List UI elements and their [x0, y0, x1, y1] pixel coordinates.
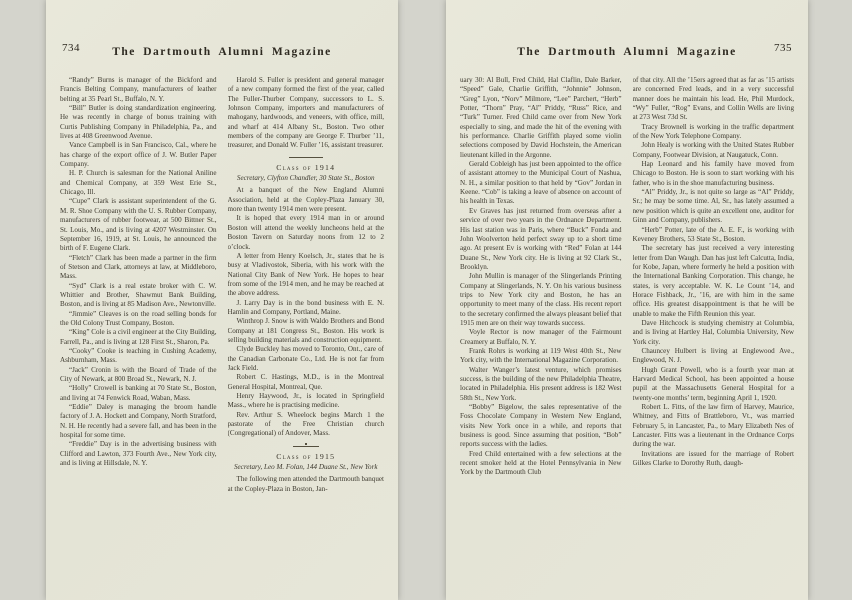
header-spacer: [446, 66, 808, 76]
text-column-left: [460, 76, 622, 588]
paragraph: “Fletch” Clark has been made a partner in the firm of Stetson and Clark, attorneys at law, at Middleboro, Mass.: [60, 253, 217, 281]
paragraph: “Eddie” Daley is managing the broom handle factory of J. A. Hockett and Company, North Stratford, N. H. He recently had a severe fall, and has been in the hospital for some time.: [60, 403, 217, 440]
magazine-title: The Dartmouth Alumni Magazine: [112, 46, 332, 58]
page-number: 734: [62, 42, 80, 54]
page-number: 735: [774, 42, 792, 54]
paragraph: Henry Haywood, Jr., is located in Springfield Mass., where he is practising medicine.: [227, 392, 384, 410]
paragraph: “Randy” Burns is manager of the Bickford and Francis Belting Company, manufacturers of leather belting at 35 Pearl St., Buffalo, N. Y.: [60, 76, 217, 103]
paragraph: “Cupe” Clark is assistant superintendent of the G. M. R. Shoe Company with the U. S. Rubber Company, manufacturers of rubber footwear, at 500 Bittner St., St. Louis, Mo., and is living at 4207 Westminster. On September 16, 1919, at St. Louis, he announced the birth of F. Eugene Clark.: [60, 197, 217, 253]
paragraph: “Cooky” Cooke is teaching in Cushing Academy, Ashburnham, Mass.: [60, 346, 217, 365]
paragraph: Harold S. Fuller is president and general manager of a new company formed the first of the year, called The Fuller-Thurber Company, successors to L. S. Johnson Company, importers and manufacturers of mahogany, hardwoods, and veneers, with office, mill, and wharf at 414 Albany St., Boston. Two other members of the company are George F. Thurber ’11, treasurer, and Donald W. Fuller ’16, assistant treasurer.: [227, 76, 384, 150]
paragraph: Clyde Buckley has moved to Toronto, Ont., care of the Canadian Carbonate Co., Ltd. He is not far from Jack Field.: [227, 345, 384, 372]
paragraph: John Healy is working with the United States Rubber Company, Footwear Division, at Naugatuck, Conn.: [632, 141, 794, 159]
paragraph: “Holly” Crowell is banking at 70 State St., Boston, and living at 74 Fenwick Road, Waban, Mass.: [60, 384, 217, 402]
paragraph: Ev Graves has just returned from overseas after a service of over two years in the Ordnance Department. His last station was in Paris, where “Buck” Fonda and John Woolverton held perfect sway up to a short time ago. At present Ev is working with “Red” Folan at 144 Duane St., New York city. He is living at 92 Clark St., Brooklyn.: [460, 206, 622, 271]
page-header: [460, 42, 794, 58]
paragraph: of that city. All the ’15ers agreed that as far as ’15 artists are concerned Fred leads, and in a very successful manner does he maintain his lead. He, Phil Murdock, “Wy” Fuller, “Rog” Evans, and Collin Wells are living at 273 West 73d St.: [632, 76, 794, 122]
class-heading: Class of 1914: [276, 162, 336, 172]
secretary-line: Secretary, Leo M. Folan, 144 Duane St., New York: [233, 463, 378, 472]
text-column-right: [228, 76, 385, 588]
paragraph: Robert L. Fitts, of the law firm of Harvey, Maurice, Whitney, and Fitts of Brattleboro, Vt., was married February 5, in Lancaster, Pa., to Mary Elizabeth Nes of Lancaster. Fitts was a lieutenant in the Ordnance Corps during the war.: [632, 403, 794, 449]
paragraph: Robert C. Hastings, M.D., is in the Montreal General Hospital, Montreal, Que.: [227, 373, 384, 391]
paragraph: “Jimmie” Cleaves is on the road selling bonds for the Old Colony Trust Company, Boston.: [60, 309, 217, 327]
paragraph: H. P. Church is salesman for the National Aniline and Chemical Company, at 359 West Erie St., Chicago, Ill.: [60, 169, 217, 197]
paragraph: “Bobby” Bigelow, the sales representative of the Foss Chocolate Company in Western New England, visits New York once in a while, and reports that business is good. Since assuming that position, “Bob” reports success with the ladies.: [460, 403, 622, 449]
paragraph: The following men attended the Dartmouth banquet at the Copley-Plaza in Boston, Jan-: [227, 475, 384, 493]
paragraph: “Herb” Potter, late of the A. E. F., is working with Keveney Brothers, 53 State St., Boston.: [632, 225, 794, 243]
paragraph: Winthrop J. Snow is with Waldo Brothers and Bond Company at 181 Congress St., Boston. His work is selling building materials and construction equipment.: [227, 317, 384, 344]
paragraph: At a banquet of the New England Alumni Association, held at the Copley-Plaza January 30, more than twenty 1914 men were present.: [227, 186, 384, 214]
paragraph: Gerald Cobleigh has just been appointed to the office of assistant attorney to the Municipal Court of Nashua, N. H., a similar position to that held by “Gov” Jordan in Keene. “Cob” is taking a leave of absence on account of his health in Texas.: [460, 160, 622, 206]
paragraph: The secretary has just received a very interesting letter from Dan Waugh. Dan has just left Calcutta, India, for Kobe, Japan, where formerly he held a position with the International Banking Corporation. This change, he states, is very acceptable. W. K. Le Count ’14, and Horace Fishback, Jr., ’16, are with him in the same office. His greatest disappointment is that he will be unable to make the Fifth Reunion this year.: [632, 244, 794, 318]
paragraph: Rev. Arthur S. Wheelock begins March 1 the pastorate of the Free Christian church (Congregational) of Andover, Mass.: [227, 410, 384, 438]
paragraph: Voyle Rector is now manager of the Fairmount Creamery at Buffalo, N. Y.: [460, 328, 622, 346]
page-734: [46, 0, 398, 600]
section-rule: [289, 157, 323, 158]
page-735: [446, 0, 808, 600]
paragraph: A letter from Henry Koelsch, Jr., states that he is busy at Vladivostok, Siberia, with his work with the National City Bank of New York. He hopes to hear from some of the 1914 men, and he may be reached at the above address.: [227, 251, 384, 298]
section-ornament: [293, 446, 319, 447]
paragraph: “Jack” Cronin is with the Board of Trade of the City of Newark, at 800 Broad St., Newark, N. J.: [60, 365, 217, 383]
secretary-line: Secretary, Clyfton Chandler, 30 State St., Boston: [236, 174, 375, 183]
paragraph: Walter Wanger’s latest venture, which promises success, is the building of the new Philadelphia Theatre, located in Philadelphia. His present address is 182 West 58th St., New York.: [460, 365, 622, 402]
paragraph: “Freddie” Day is in the advertising business with Clifford and Lawton, 373 Fourth Ave., New York city, and is living at Hillsdale, N. Y.: [60, 440, 217, 468]
paragraph: uary 30: Al Bull, Fred Child, Hal Claflin, Dale Barker, “Speed” Gale, Charlie Griffith, “Johnnie” Johnson, “Greg” Lyon, “Norv” Milmore, “Lee” Parchert, “Herb” Potter, “Thorn” Pray, “Al” Priddy, “Russ” Rice, and “Turk” Turner. Fred Child came over from New York especially to sing, and made the hit of the evening with his performance. Charlie Griffith played some violin selections composed by David Hochstein, the American lieutenant killed in the Argonne.: [460, 76, 622, 159]
paragraph: Chauncey Hulbert is living at Englewood Ave., Englewood, N. J.: [632, 346, 794, 365]
page-body: [460, 76, 794, 588]
paragraph: Frank Rohrs is working at 119 West 40th St., New York city, with the International Magazine Corporation.: [460, 346, 622, 365]
paragraph: J. Larry Day is in the bond business with E. N. Hamlin and Company, Portland, Maine.: [227, 298, 384, 316]
paragraph: Tracy Brownell is working in the traffic department of the New York Telephone Company.: [632, 122, 794, 141]
paragraph: Invitations are issued for the marriage of Robert Gilkes Clarke to Dorothy Ruth, daugh-: [632, 449, 794, 468]
page-header: [60, 42, 384, 58]
text-column-right: [633, 76, 795, 588]
paragraph: John Mullin is manager of the Slingerlands Printing Company at Slingerlands, N. Y. On his various business trips to New York city and Boston, he has an opportunity to meet many of the class. His recent report to the secretary confirmed the always pleasant belief that 1915 men are on their way towards success.: [460, 272, 622, 327]
header-spacer: [46, 66, 398, 76]
paragraph: It is hoped that every 1914 man in or around Boston will attend the weekly luncheons held at the Boston Tavern on Saturday noons from 12 to 2 o’clock.: [227, 214, 384, 251]
paragraph: Fred Child entertained with a few selections at the recent smoker held at the Hotel Pennsylvania in New York by the Dartmouth Club: [460, 449, 622, 477]
page-body: [60, 76, 384, 588]
paragraph: “Al” Priddy, Jr., is not quite so large as “Al” Priddy, Sr.; he may be some time. Al, Sr., has lately assumed a new position which is quite an excellent one, auditor for Ginn and Company, publishers.: [632, 188, 794, 225]
paragraph: Hugh Grant Powell, who is a fourth year man at Harvard Medical School, has been appointed a house pupil at the Massachusetts General Hospital for a twenty-one months’ term, beginning April 1, 1920.: [632, 365, 794, 402]
paragraph: Hap Leonard and his family have moved from Chicago to Boston. He is soon to start working with his father, who is in the shoe manufacturing business.: [632, 160, 794, 187]
paragraph: Vance Campbell is in San Francisco, Cal., where he has charge of the export office of J. W. Butler Paper Company.: [60, 141, 217, 169]
paragraph: “Syd” Clark is a real estate broker with C. W. Whittier and Brother, Shawmut Bank Building, Boston, and is living at 85 Madison Ave., Newtonville.: [60, 281, 217, 309]
paragraph: “King” Cole is a civil engineer at the City Building, Farrell, Pa., and is living at 128 First St., Sharon, Pa.: [60, 328, 217, 346]
magazine-title: The Dartmouth Alumni Magazine: [517, 46, 737, 58]
paragraph: Dave Hitchcock is studying chemistry at Columbia, and is living at Hartley Hal, Columbia University, New York city.: [632, 318, 794, 346]
class-heading: Class of 1915: [276, 451, 336, 461]
text-column-left: [60, 76, 217, 588]
paragraph: “Bill” Butler is doing standardization engineering. He was recently in charge of bonus training with Curtis Publishing Company in Philadelphia, Pa., and lives at 408 Greenwood Avenue.: [60, 104, 217, 141]
